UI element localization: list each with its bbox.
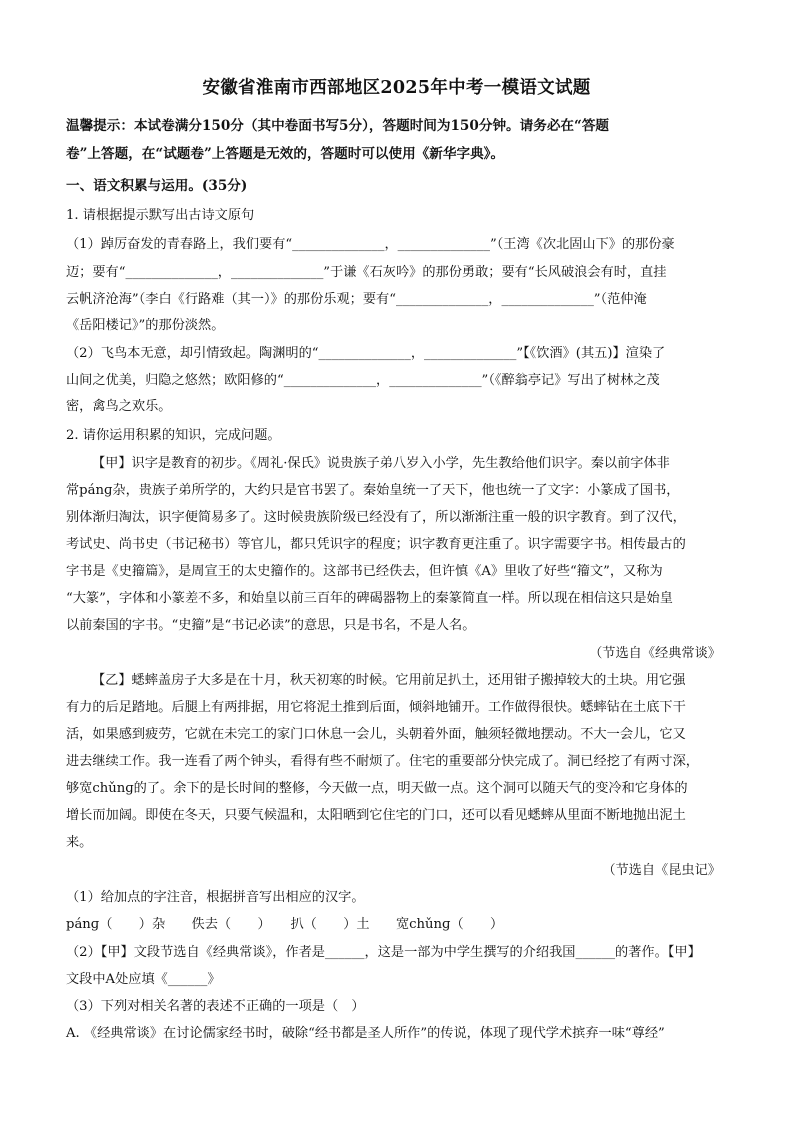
- q1-part2-line: 密，禽鸟之欢乐。: [66, 399, 172, 414]
- q2-stem: 2. 请你运用积累的知识，完成问题。: [66, 428, 281, 443]
- page-title: 安徽省淮南市西部地区2025年中考一模语文试题: [202, 78, 591, 98]
- q1-part2-line: （2）飞鸟本无意，却引情致起。陶渊明的“______________，______________”【《饮酒》(其五)】渲染了: [66, 346, 666, 361]
- q1-part1-line: 云帆济沧海”（李白《行路难（其一）》的那份乐观；要有“______________，______________”（范仲淹: [66, 292, 647, 307]
- q2-sub2-line: 文段中A处应填《______》: [66, 972, 221, 987]
- source-yi: （节选自《昆虫记》: [602, 863, 721, 878]
- source-jia: （节选自《经典常谈》: [589, 646, 721, 661]
- passage-yi-line: 增长而加阔。即使在冬天，只要气候温和，太阳晒到它住宅的门口，还可以看见蟋蟀从里面不断地抛出泥土: [66, 808, 686, 823]
- q1-stem: 1. 请根据提示默写出古诗文原句: [66, 208, 255, 223]
- passage-jia-line: 考试史、尚书史（书记秘书）等官儿，都只凭识字的程度；识字教育更注重了。识字需要字书。相传最古的: [66, 537, 686, 552]
- passage-jia-line: 别体渐归淘汰，识字便简易多了。这时候贵族阶级已经没有了，所以渐渐注重一般的识字教育。到了汉代，: [66, 510, 686, 525]
- passage-jia-line: 字书是《史籀篇》，是周宣王的太史籀作的。这部书已经佚去，但许慎《A》里收了好些“籀文”，又称为: [66, 564, 663, 579]
- passage-yi-line: 【乙】蟋蟀盖房子大多是在十月，秋天初寒的时候。它用前足扒土，还用钳子搬掉较大的土块。用它强: [92, 673, 686, 688]
- q2-sub2-line: （2）【甲】文段节选自《经典常谈》，作者是______，这是一部为中学生撰写的介绍我国______的著作。【甲】: [66, 945, 701, 960]
- passage-jia-line: 常pánɡ杂，贵族子弟所学的，大约只是官书罢了。秦始皇统一了天下，他也统一了文字：小篆成了国书，: [66, 483, 680, 498]
- q1-part2-line: 山间之优美，归隐之悠然；欧阳修的“______________，______________”（《醉翁亭记》写出了树林之茂: [66, 373, 660, 388]
- passage-jia-line: 【甲】识字是教育的初步。《周礼·保氏》说贵族子弟八岁入小学，先生教给他们识字。秦以前字体非: [92, 456, 670, 471]
- passage-jia-line: 以前秦国的字书。“史籀”是“书记必读”的意思，只是书名，不是人名。: [66, 618, 476, 633]
- q1-part1-line: 《岳阳楼记》”的那份淡然。: [66, 318, 225, 333]
- passage-yi-line: 有力的后足踏地。后腿上有两排据，用它将泥土推到后面，倾斜地铺开。工作做得很快。蟋蟀钻在土底下干: [66, 700, 686, 715]
- passage-jia-line: “大篆”，字体和小篆差不多，和始皇以前三百年的碑碣器物上的秦篆简直一样。所以现在相信这只是始皇: [66, 591, 673, 606]
- notice-line-2: 卷”上答题，在“试题卷”上答题是无效的，答题时可以使用《新华字典》。: [66, 146, 505, 162]
- q2-sub1-stem: （1）给加点的字注音，根据拼音写出相应的汉字。: [66, 890, 365, 905]
- passage-yi-line: 够宽chǔnɡ的了。余下的是长时间的整修，今天做一点，明天做一点。这个洞可以随天气的变冷和它身体的: [66, 781, 688, 796]
- notice-line-1: 温馨提示：本试卷满分150分（其中卷面书写5分），答题时间为150分钟。请务必在“答题: [66, 118, 610, 134]
- q1-part1-line: （1）踔厉奋发的青春路上，我们要有“______________，______________”（王湾《次北固山下》的那份豪: [66, 237, 675, 252]
- q2-option-a: A. 《经典常谈》在讨论儒家经书时，破除“经书都是圣人所作”的传说，体现了现代学术摈弃一味“尊经”: [66, 1026, 665, 1041]
- passage-yi-line: 来。: [66, 835, 93, 850]
- section-heading: 一、语文积累与运用。(35分): [66, 178, 248, 194]
- passage-yi-line: 进去继续工作。我一连看了两个钟头，看得有些不耐烦了。住宅的重要部分快完成了。洞已经挖了有两寸深，: [66, 754, 699, 769]
- q2-sub3-stem: （3）下列对相关名著的表述不正确的一项是（ ）: [66, 999, 365, 1014]
- passage-yi-line: 活，如果感到疲劳，它就在未完工的家门口休息一会儿，头朝着外面，触须轻微地摆动。不大一会儿，它又: [66, 727, 686, 742]
- q1-part1-line: 迈；要有“______________，______________”于谦《石灰吟》的那份勇敢；要有“长风破浪会有时，直挂: [66, 265, 667, 280]
- q2-sub1-items: pánɡ（ ）杂 佚去（ ） 扒（ ）土 宽chǔnɡ（ ）: [66, 917, 504, 932]
